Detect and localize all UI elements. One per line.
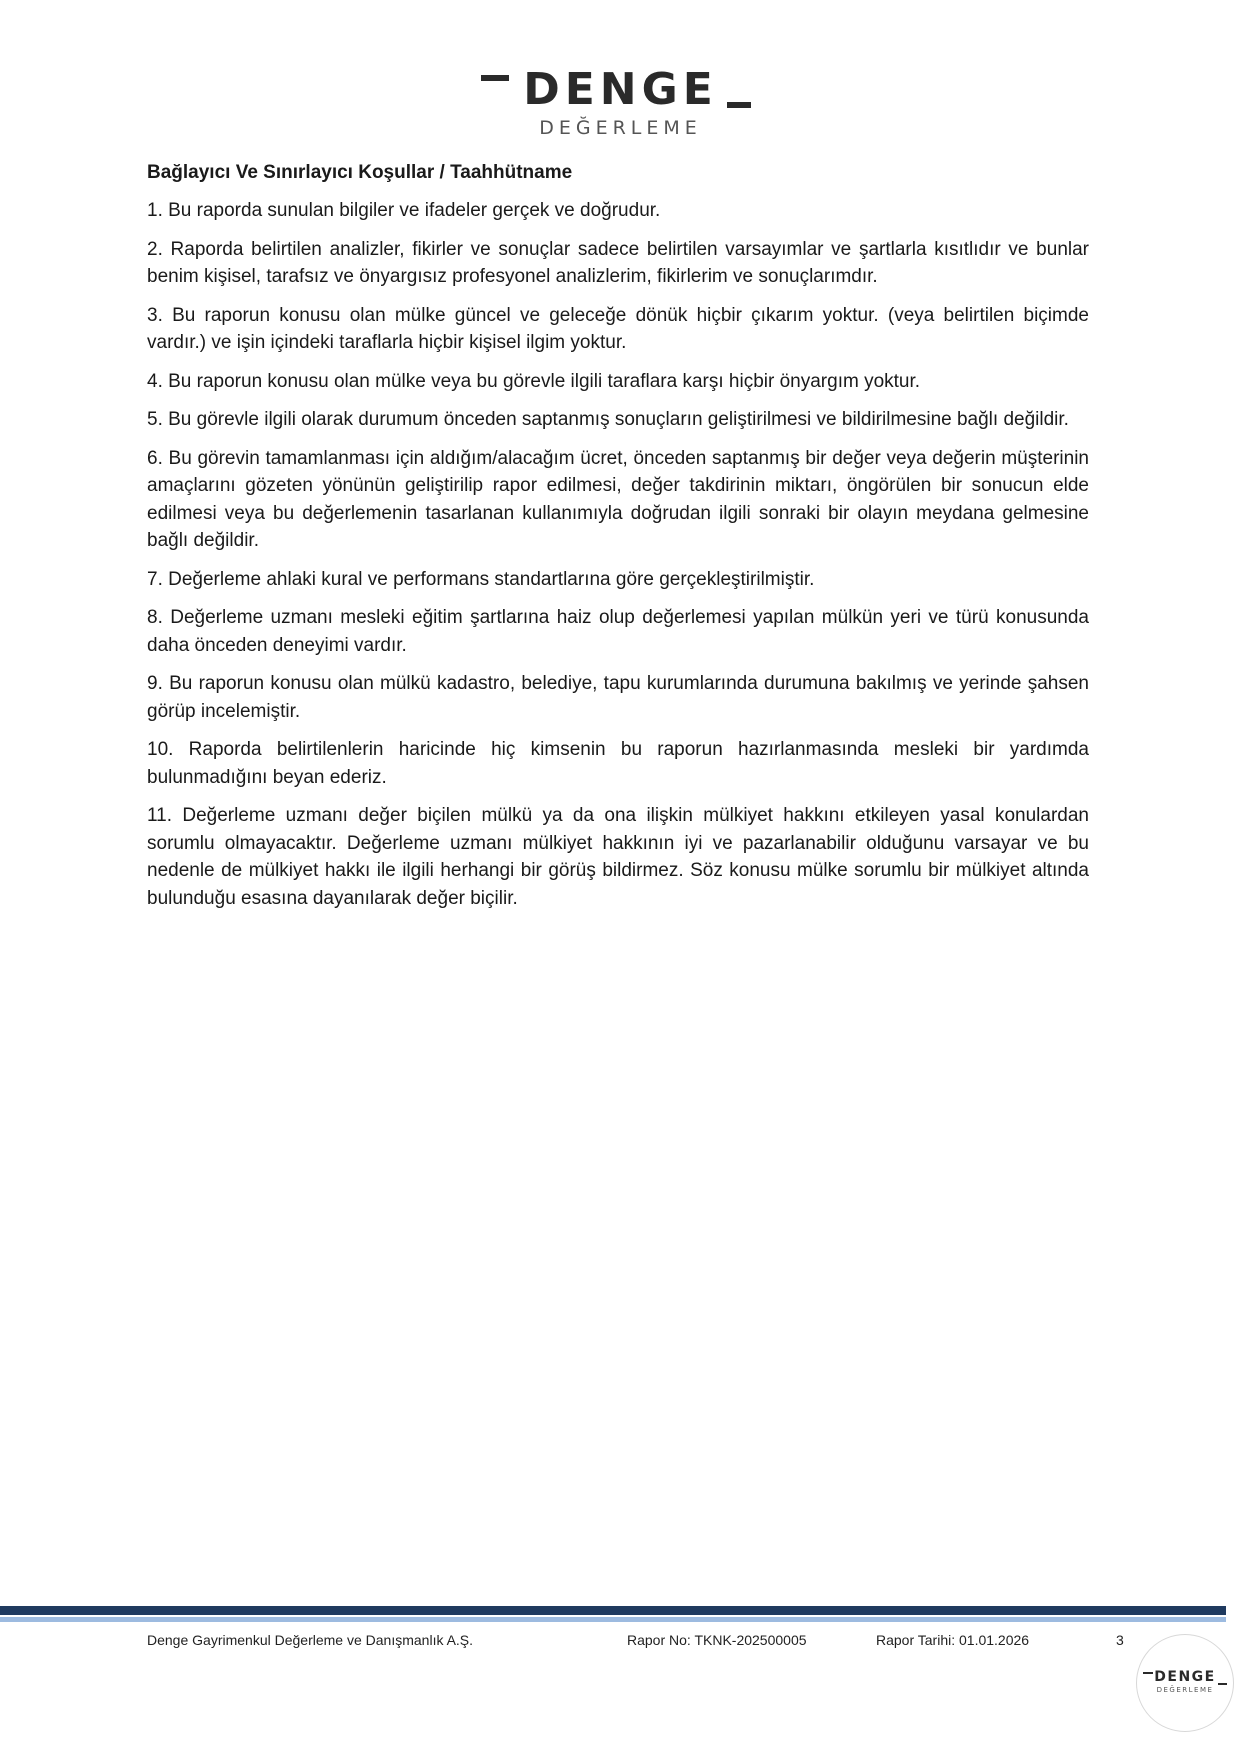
footer-logo: [1136, 1634, 1234, 1732]
clause-8: 8. Değerleme uzmanı mesleki eğitim şartlarına haiz olup değerlemesi yapılan mülkün yeri ve türü konusunda daha önceden deneyimi vardır.: [147, 607, 1089, 656]
footer-logo-right-bar: [1218, 1683, 1227, 1685]
logo-right-bar: [727, 102, 751, 108]
logo-wordmark: DENGE: [523, 64, 718, 115]
section-heading: Bağlayıcı Ve Sınırlayıcı Koşullar / Taahhütname: [147, 162, 573, 183]
clause-10: 10. Raporda belirtilenlerin haricinde hiç kimsenin bu raporun hazırlanmasında mesleki bir yardımda bulunmadığını beyan ederiz.: [147, 739, 1089, 788]
clause-2: 2. Raporda belirtilen analizler, fikirler ve sonuçlar sadece belirtilen varsayımlar ve şartlarla kısıtlıdır ve bunlar benim kişisel, tarafsız ve önyargısız profesyonel analizlerim, fikirlerim ve sonuçlarımdır.: [147, 238, 1089, 287]
clause-9: 9. Bu raporun konusu olan mülkü kadastro, belediye, tapu kurumlarında durumuna bakılmış ve yerinde şahsen görüp incelemiştir.: [147, 673, 1089, 722]
footer-rule-dark: [0, 1606, 1226, 1615]
clause-1: 1. Bu raporda sunulan bilgiler ve ifadeler gerçek ve doğrudur.: [147, 200, 661, 221]
document-body: [147, 161, 1089, 923]
clause-7: 7. Değerleme ahlaki kural ve performans standartlarına göre gerçekleştirilmiştir.: [147, 568, 815, 590]
footer-page-number: 3: [1116, 1632, 1124, 1648]
logo-tagline: DEĞERLEME: [539, 117, 702, 139]
footer-report-no: Rapor No: TKNK-202500005: [627, 1632, 807, 1648]
header-logo: [0, 64, 1241, 144]
clause-4: 4. Bu raporun konusu olan mülke veya bu görevle ilgili taraflara karşı hiçbir önyargım yoktur.: [147, 370, 921, 392]
clause-3: 3. Bu raporun konusu olan mülke güncel ve geleceğe dönük hiçbir çıkarım yoktur. (veya belirtilen biçimde vardır.) ve işin içindeki taraflarla hiçbir kişisel ilgim yoktur.: [147, 304, 1089, 353]
footer-report-date: Rapor Tarihi: 01.01.2026: [876, 1632, 1030, 1648]
clause-5: 5. Bu görevle ilgili olarak durumum önceden saptanmış sonuçların geliştirilmesi ve bildirilmesine bağlı değildir.: [147, 409, 1069, 430]
footer-logo-wordmark: DENGE: [1154, 1669, 1216, 1685]
footer-logo-tagline: DEĞERLEME: [1156, 1686, 1214, 1694]
clause-6: 6. Bu görevin tamamlanması için aldığım/alacağım ücret, önceden saptanmış bir değer veya değerin müşterinin amaçlarını gözeten yönünün geliştirilip rapor edilmesi, değer takdirinin miktarı, öngörülen bir sonucun elde edilmesi veya bu değerlemenin tasarlanan kullanımıyla doğrudan ilgili sonraki bir olayın meydana gelmesine bağlı değildir.: [147, 447, 1089, 551]
footer-rule-light: [0, 1617, 1226, 1622]
clause-11: 11. Değerleme uzmanı değer biçilen mülkü ya da ona ilişkin mülkiyet hakkını etkileyen yasal konulardan sorumlu olmayacaktır. Değerleme uzmanı mülkiyet hakkının iyi ve pazarlanabilir olduğunu varsayar ve bu nedenle de mülkiyet hakkı ile ilgili herhangi bir görüş bildirmez. Söz konusu mülke sorumlu bir mülkiyet altında bulunduğu esasına dayanılarak değer biçilir.: [147, 805, 1089, 909]
footer-company: Denge Gayrimenkul Değerleme ve Danışmanlık A.Ş.: [147, 1632, 474, 1648]
